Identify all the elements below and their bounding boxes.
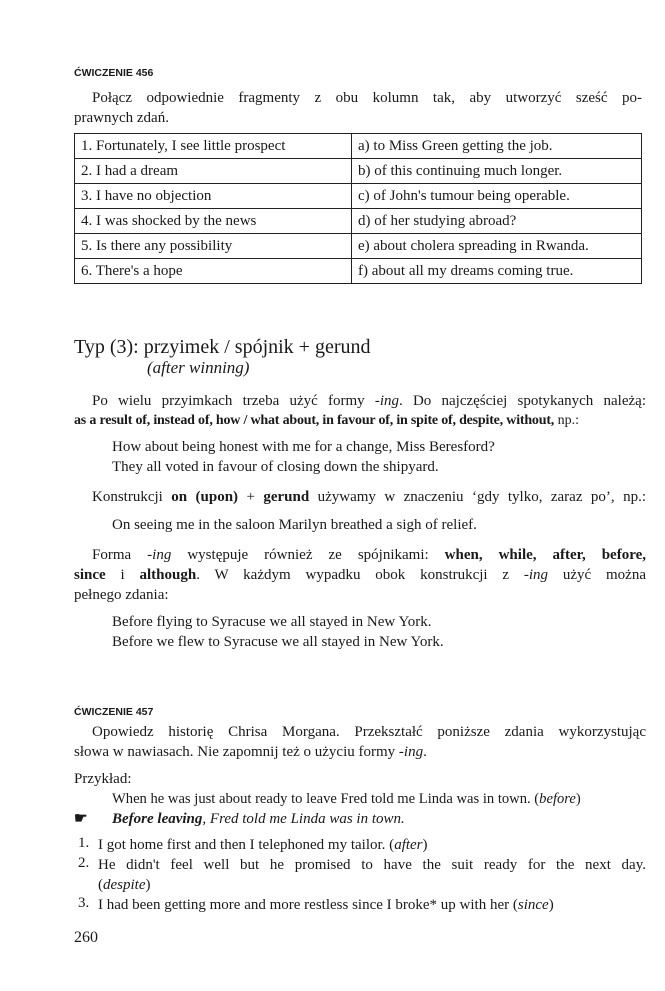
example-answer: Before leaving, Fred told me Linda was in town.	[112, 811, 405, 827]
table-row	[75, 184, 642, 209]
section-subtitle: (after winning)	[147, 358, 250, 377]
left-fragment: 5. Is there any possibility	[75, 234, 352, 259]
example-1-line2: They all voted in favour of closing down the shipyard.	[112, 459, 439, 475]
paragraph-3-line1: Forma -ing występuje również ze spójnikami: when, while, after, before,	[92, 547, 647, 563]
left-fragment: 1. Fortunately, I see little prospect	[75, 134, 352, 159]
example-sentence: When he was just about ready to leave Fred told me Linda was in town. (before)	[112, 791, 581, 807]
exercise-456-heading: ĆWICZENIE 456	[74, 67, 154, 79]
table-row	[75, 234, 642, 259]
item-number: 1.	[78, 835, 90, 851]
item-number: 2.	[78, 855, 90, 871]
right-fragment: b) of this continuing much longer.	[352, 159, 642, 184]
left-fragment: 6. There's a hope	[75, 259, 352, 284]
table-row	[75, 209, 642, 234]
table-row	[75, 259, 642, 284]
paragraph-3-line2: since i although. W każdym wypadku obok konstrukcji z -ing użyć można	[74, 567, 646, 583]
item-number: 3.	[78, 895, 90, 911]
paragraph-2: Konstrukcji on (upon) + gerund używamy w znaczeniu ‘gdy tylko, zaraz po’, np.:	[92, 489, 646, 505]
exercise-457-item-1: I got home first and then I telephoned my tailor. (after)	[98, 837, 428, 853]
table-row	[75, 159, 642, 184]
exercise-456-instruction-line1: Połącz odpowiednie fragmenty z obu kolumn tak, aby utworzyć sześć po-	[92, 90, 642, 106]
paragraph-3-line3: pełnego zdania:	[74, 587, 169, 603]
right-fragment: c) of John's tumour being operable.	[352, 184, 642, 209]
example-3-line2: Before we flew to Syracuse we all stayed in New York.	[112, 634, 444, 650]
left-fragment: 4. I was shocked by the news	[75, 209, 352, 234]
right-fragment: a) to Miss Green getting the job.	[352, 134, 642, 159]
exercise-457-instruction-line1: Opowiedz historię Chrisa Morgana. Przekształć poniższe zdania wykorzystując	[92, 724, 646, 740]
table-row	[75, 134, 642, 159]
example-2-line1: On seeing me in the saloon Marilyn breathed a sigh of relief.	[112, 517, 477, 533]
example-1-line1: How about being honest with me for a change, Miss Beresford?	[112, 439, 495, 455]
page-number: 260	[74, 929, 98, 946]
pointing-hand-icon: ☛	[74, 811, 88, 827]
example-label: Przykład:	[74, 771, 132, 787]
left-fragment: 2. I had a dream	[75, 159, 352, 184]
exercise-456-instruction-line2: prawnych zdań.	[74, 110, 169, 126]
paragraph-1-line2: as a result of, instead of, how / what about, in favour of, in spite of, despite, without, np.:	[74, 413, 579, 428]
section-title: Typ (3): przyimek / spójnik + gerund	[74, 336, 371, 358]
left-fragment: 3. I have no objection	[75, 184, 352, 209]
exercise-457-heading: ĆWICZENIE 457	[74, 706, 154, 718]
right-fragment: d) of her studying abroad?	[352, 209, 642, 234]
paragraph-1-line1: Po wielu przyimkach trzeba użyć formy -ing. Do najczęściej spotykanych należą:	[92, 393, 646, 409]
exercise-457-item-3: I had been getting more and more restless since I broke* up with her (since)	[98, 897, 554, 913]
exercise-457-item-2-hint: (despite)	[98, 877, 151, 893]
matching-table	[74, 133, 642, 284]
exercise-457-instruction-line2: słowa w nawiasach. Nie zapomnij też o użyciu formy -ing.	[74, 744, 427, 760]
right-fragment: f) about all my dreams coming true.	[352, 259, 642, 284]
right-fragment: e) about cholera spreading in Rwanda.	[352, 234, 642, 259]
exercise-457-item-2: He didn't feel well but he promised to have the suit ready for the next day.	[98, 857, 646, 873]
example-3-line1: Before flying to Syracuse we all stayed in New York.	[112, 614, 432, 630]
